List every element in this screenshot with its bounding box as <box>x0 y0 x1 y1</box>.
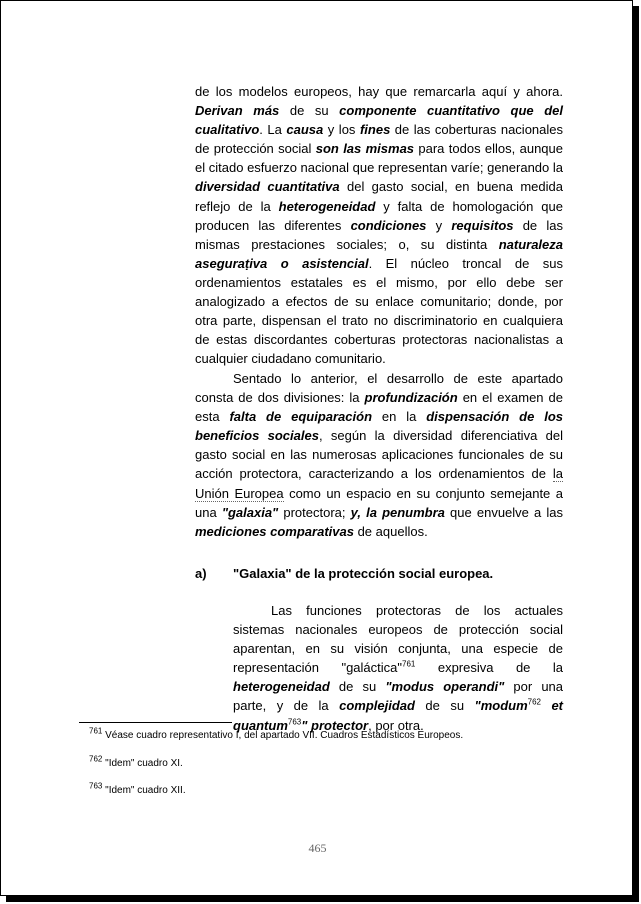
text-run: por una parte, y de la <box>233 679 564 714</box>
text-run: , según la diversidad diferenciativa del gasto social en las numerosas aplicaciones funcionales de su acción protectora, caracterizando a los ordenamientos de <box>195 428 563 482</box>
text-run: como un espacio en su conjunto semejante a una <box>195 485 563 520</box>
emphasis-text: causa <box>286 122 324 138</box>
emphasis-text: complejidad <box>339 698 415 714</box>
page-shadow-bottom <box>6 896 639 902</box>
emphasis-text: " protector <box>301 717 369 733</box>
text-run: en el examen de esta <box>195 390 563 425</box>
footnote-ref: 762 <box>527 698 541 708</box>
text-run: de las coberturas nacionales de protección social <box>195 122 564 157</box>
text-run: expresiva de la <box>415 660 563 676</box>
section-heading-title: "Galaxia" de la protección social europea. <box>233 566 494 581</box>
text-run: del gasto social, en buena medida reflejo de la <box>195 179 563 214</box>
emphasis-text: y, la penumbra <box>350 504 445 520</box>
footnote-number: 762 <box>89 754 103 764</box>
emphasis-text: son las mismas <box>315 141 415 157</box>
emphasis-text: falta de equiparación <box>229 409 373 425</box>
emphasis-text: Derivan más <box>195 103 280 119</box>
text-run: y <box>426 217 452 233</box>
emphasis-text: "modus operandi" <box>385 679 505 695</box>
text-run: para todos ellos, aunque el citado esfuerzo nacional que representan varíe; generando la <box>195 141 564 176</box>
footnote-text: Véase cuadro representativo I, del apartado VII. Cuadros Estadísticos Europeos. <box>102 730 464 741</box>
emphasis-text: componente cuantitativo que del cualitativo <box>195 103 563 138</box>
footnote-separator <box>79 722 232 723</box>
emphasis-text: naturaleza aseguraṭiva o asistencial <box>195 236 563 271</box>
footnote-763 <box>89 781 186 797</box>
emphasis-text: dispensación de los beneficios sociales <box>195 409 563 444</box>
text-run: de aquellos. <box>353 523 428 539</box>
footnote-ref: 761 <box>402 659 416 669</box>
text-run: y falta de homologación que producen las diferentes <box>195 198 563 233</box>
text-run: . La <box>259 122 287 138</box>
text-run: de su <box>414 698 475 714</box>
emphasis-text: profundización <box>364 390 458 406</box>
paragraph-2 <box>195 369 563 541</box>
paragraph-3 <box>233 601 563 735</box>
footnote-762 <box>89 754 183 770</box>
footnote-number: 763 <box>89 781 103 791</box>
text-run: protectora; <box>278 504 351 520</box>
emphasis-text: heterogeneidad <box>278 198 376 214</box>
page-number: 465 <box>308 841 327 855</box>
text-run: que envuelve a las <box>444 504 563 520</box>
footnote-ref: 763 <box>287 717 302 727</box>
footnote-text: "Idem" cuadro XII. <box>102 785 186 796</box>
emphasis-text: fines <box>359 122 391 138</box>
emphasis-text: "modum <box>474 698 528 714</box>
footnote-761 <box>89 726 464 742</box>
text-run: de su <box>329 679 386 695</box>
text-run: . El núcleo troncal de sus ordenamientos estatales es el mismo, por ello debe ser analogizado a efectos de su enlace comunitario; donde, por otra parte, dispensan el trato no discriminatorio en cualquiera de estas discordantes coberturas protectoras nacionalistas a cualquier ciudadano comunitario. <box>195 255 563 367</box>
section-heading <box>195 564 563 583</box>
text-run: de los modelos europeos, hay que remarcarla aquí y ahora. <box>195 84 563 99</box>
footnote-text: "Idem" cuadro XI. <box>102 758 183 769</box>
footnote-number: 761 <box>89 726 103 736</box>
section-heading-label: a) <box>195 566 207 581</box>
emphasis-text: condiciones <box>350 217 427 233</box>
text-run: de su <box>279 103 340 119</box>
text-run: y los <box>323 122 360 138</box>
text-run: , por otra. <box>368 717 424 733</box>
emphasis-text: "galaxia" <box>221 504 279 520</box>
paragraph-1 <box>195 82 563 368</box>
text-run: en la <box>372 409 427 425</box>
emphasis-text: et quantum <box>233 698 564 733</box>
text-run: Sentado lo anterior, el desarrollo de este apartado consta de dos divisiones: la <box>195 371 563 406</box>
page-shadow-right <box>633 6 639 900</box>
emphasis-text: heterogeneidad <box>233 679 330 695</box>
emphasis-text: diversidad cuantitativa <box>195 179 340 195</box>
emphasis-text: mediciones comparativas <box>195 523 354 539</box>
text-run: de las mismas prestaciones sociales; o, su distinta <box>195 217 563 252</box>
text-run: Las funciones protectoras de los actuales sistemas nacionales europeos de protección social aparentan, en su visión conjunta, una especie de representación "galáctica" <box>233 603 563 676</box>
emphasis-text: requisitos <box>451 217 514 233</box>
text-run: la Unión Europea <box>195 466 563 501</box>
